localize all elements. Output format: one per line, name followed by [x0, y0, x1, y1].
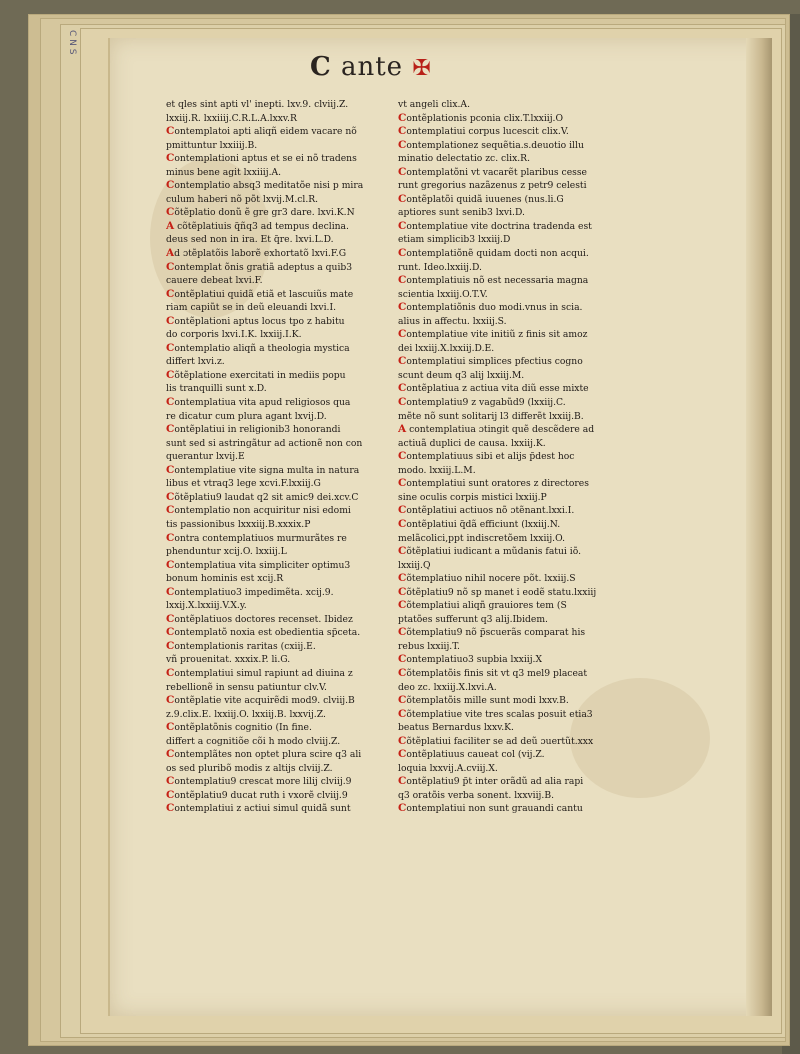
entry-text: ontemplatiui simplices pfectius cogno — [406, 356, 583, 368]
entry-text: ontemplatiu9 z vagabũd9 (lxxiij.C. — [406, 397, 566, 409]
entry-text: vñ prouenitat. xxxix.P. li.G. — [166, 654, 291, 666]
index-entry-line — [398, 504, 624, 518]
entry-text: lis tranquilli sunt x.D. — [166, 383, 267, 395]
entry-text: rebus lxxiij.T. — [398, 640, 460, 652]
entry-text: ontemplatiue vite signa multa in natura — [174, 464, 360, 476]
entry-text: ontemplatiuo3 impedimẽta. xcij.9. — [174, 586, 334, 598]
entry-text: beatus Bernardus lxxv.K. — [398, 722, 514, 734]
entry-text: differt lxvi.z. — [166, 356, 225, 368]
entry-text: mẽte nõ sunt solitarij l3 differẽt lxxiij.B. — [398, 410, 584, 422]
index-entry-line — [398, 640, 624, 654]
entry-text: ontemplatõ noxia est obedientia sp̃ceta. — [174, 627, 361, 639]
entry-text: ontemplatiui non sunt grauandi cantu — [406, 803, 583, 815]
index-entry-line — [166, 139, 392, 153]
index-entry-line — [398, 613, 624, 627]
rubricated-initial: C — [166, 423, 175, 436]
entry-text: ontẽplatiua z actiua vita diũ esse mixte — [406, 383, 589, 395]
entry-text: õtemplatiue vite tres scalas posuit etia3 — [406, 708, 593, 720]
index-entry-line — [398, 193, 624, 207]
entry-text: ptatões sufferunt q3 alij.Ibidem. — [398, 613, 548, 625]
entry-text: õtẽplatiui iudicant a mũdanis fatui iõ. — [406, 546, 582, 558]
index-entry-line — [398, 98, 624, 112]
index-entry-line — [398, 288, 624, 302]
rubricated-initial: C — [166, 788, 175, 801]
index-entry-line — [166, 708, 392, 722]
index-entry-line — [166, 640, 392, 654]
entry-text: minus bene agit lxxiiij.A. — [166, 166, 282, 178]
index-entry-line — [166, 301, 392, 315]
index-entry-line — [398, 315, 624, 329]
index-entry-line — [166, 721, 392, 735]
index-entry-line — [398, 518, 624, 532]
index-entry-line — [166, 559, 392, 573]
entry-text: tis passionibus lxxxiij.B.xxxix.P — [166, 518, 311, 530]
rubricated-initial: C — [166, 802, 175, 815]
rubricated-initial: C — [398, 734, 407, 747]
index-entry-line — [398, 775, 624, 789]
index-entry-line — [166, 735, 392, 749]
entry-text: contemplatiua ɔtingit quẽ descẽdere ad — [406, 424, 595, 436]
index-entry-line — [166, 789, 392, 803]
rubricated-initial: C — [166, 260, 175, 273]
index-entry-line — [166, 112, 392, 126]
index-entry-line — [166, 450, 392, 464]
index-entry-line — [398, 599, 624, 613]
rubricated-initial: C — [398, 301, 407, 314]
entry-text: ontemplationez sequẽtia.s.deuotio illu — [406, 139, 584, 151]
index-entry-line — [166, 504, 392, 518]
margin-handwritten-notes: C N S — [67, 30, 77, 55]
rubricated-initial: C — [166, 396, 175, 409]
entry-text: ontemplatiõnẽ quidam docti non acqui. — [406, 248, 589, 260]
page-gutter — [746, 38, 772, 1016]
index-entry-line — [166, 599, 392, 613]
index-entry-line — [398, 559, 624, 573]
entry-text: ontemplationis raritas (cxiij.E. — [174, 640, 316, 652]
entry-text: scientia lxxiij.O.T.V. — [398, 288, 488, 300]
index-entry-line — [398, 545, 624, 559]
entry-text: querantur lxvij.E — [166, 451, 245, 463]
entry-text: ontemplationi aptus et se ei nõ tradens — [174, 153, 357, 165]
entry-text: ontemplatiui z actiui simul quidã sunt — [174, 803, 351, 815]
entry-text: lxxij.X.lxxiij.V.X.y. — [166, 600, 247, 612]
index-entry-line — [398, 450, 624, 464]
index-entry-line — [398, 369, 624, 383]
rubricated-initial: C — [398, 775, 407, 788]
index-entry-line — [166, 613, 392, 627]
rubricated-initial: C — [166, 125, 175, 138]
entry-text: ontemplãtes non optet plura scire q3 ali — [174, 749, 362, 761]
index-entry-line — [398, 396, 624, 410]
rubricated-initial: A — [166, 247, 175, 260]
entry-text: deus sed non in ira. Et q̃re. lxvi.L.D. — [166, 234, 334, 246]
entry-text: cauere debeat lxvi.F. — [166, 275, 263, 287]
rubricated-initial: C — [166, 463, 175, 476]
entry-text: ontẽplatie vite acquirẽdi mod9. clviij.B — [174, 695, 355, 707]
index-entry-line — [166, 125, 392, 139]
entry-text: ontemplatõni vt vacarẽt plaribus cesse — [406, 166, 587, 178]
index-entry-line — [166, 477, 392, 491]
index-entry-line — [166, 261, 392, 275]
index-entry-line — [398, 653, 624, 667]
entry-text: ontẽplatõi quidã iuuenes (nus.li.G — [406, 193, 564, 205]
index-entry-line — [398, 206, 624, 220]
rubricated-initial: C — [398, 165, 407, 178]
rubricated-initial: A — [398, 423, 407, 436]
index-entry-line — [398, 410, 624, 424]
rubricated-initial: C — [398, 504, 407, 517]
index-entry-line — [166, 545, 392, 559]
entry-text: culum haberi nõ põt lxvij.M.cl.R. — [166, 193, 319, 205]
rubricated-initial: C — [166, 179, 175, 192]
rubricated-initial: C — [398, 666, 407, 679]
entry-text: õtẽplatiui faciliter se ad deũ ɔuertũt.xxx — [406, 735, 594, 747]
index-entry-line — [166, 681, 392, 695]
entry-text: ontẽplatõnis cognitio (In fine. — [174, 722, 312, 734]
rubricated-initial: C — [398, 626, 407, 639]
rubricated-initial: C — [166, 639, 175, 652]
entry-text: õtemplatõis mille sunt modi lxxv.B. — [406, 695, 569, 707]
rubricated-initial: C — [398, 274, 407, 287]
index-entry-line — [166, 802, 392, 816]
index-entry-line — [166, 423, 392, 437]
index-entry-line — [166, 342, 392, 356]
index-entry-line — [398, 247, 624, 261]
entry-text: d ɔtẽplatõis laborẽ exhortatõ lxvi.F.G — [174, 248, 347, 260]
entry-text: re dicatur cum plura agant lxvij.D. — [166, 410, 327, 422]
index-entry-line — [398, 532, 624, 546]
index-entry-line — [398, 342, 624, 356]
entry-text: ontemplatiuis nõ est necessaria magna — [406, 275, 589, 287]
rubricated-initial: C — [166, 490, 175, 503]
rubricated-initial: A — [166, 219, 175, 232]
entry-text: etiam simplicib3 lxxiij.D — [398, 234, 511, 246]
index-entry-line — [398, 667, 624, 681]
rubricated-initial: C — [166, 775, 175, 788]
entry-text: õtemplatõis finis sit vt q3 mel9 placeat — [406, 667, 588, 679]
index-entry-line — [166, 667, 392, 681]
rubricated-initial: C — [398, 572, 407, 585]
index-entry-line — [398, 423, 624, 437]
entry-text: ontẽplatiui actiuos nõ ɔtẽnant.lxxi.I. — [406, 505, 575, 517]
running-head — [310, 52, 432, 82]
rubricated-initial: C — [166, 314, 175, 327]
index-entry-line — [398, 355, 624, 369]
index-entry-line — [398, 139, 624, 153]
index-entry-line — [166, 315, 392, 329]
entry-text: ontemplatoi apti aliqñ eidem vacare nõ — [174, 126, 357, 138]
index-entry-line — [398, 572, 624, 586]
index-entry-line — [398, 694, 624, 708]
index-entry-line — [166, 762, 392, 776]
entry-text: rebellionẽ in sensu patiuntur clv.V. — [166, 681, 327, 693]
entry-text: ontemplatiui sunt oratores z directores — [406, 478, 589, 490]
entry-text: ontemplatio non acquiritur nisi edomi — [174, 505, 351, 517]
entry-text: ontẽplationis pconia clix.T.lxxiij.O — [406, 112, 563, 124]
index-entry-line — [398, 437, 624, 451]
entry-text: deo zc. lxxiij.X.lxvi.A. — [398, 681, 497, 693]
entry-text: ontemplatiõnis duo modi.vnus in scia. — [406, 302, 583, 314]
index-entry-line — [166, 532, 392, 546]
entry-text: melãcolici,ppt indiscretõem lxxiij.O. — [398, 532, 566, 544]
index-entry-line — [398, 112, 624, 126]
rubricated-initial: C — [398, 382, 407, 395]
index-entry-line — [166, 748, 392, 762]
entry-text: ontemplatio absq3 meditatõe nisi p mira — [174, 180, 364, 192]
index-entry-line — [398, 626, 624, 640]
entry-text: ontemplatiua vita apud religiosos qua — [174, 397, 351, 409]
index-entry-line — [166, 233, 392, 247]
index-entry-line — [166, 491, 392, 505]
index-entry-line — [166, 572, 392, 586]
index-entry-line — [166, 152, 392, 166]
rubricated-initial: C — [398, 328, 407, 341]
index-entry-line — [398, 708, 624, 722]
index-entry-line — [166, 518, 392, 532]
entry-text: õtẽplatiu9 laudat q2 sit amic9 dei.xcv.C — [174, 491, 359, 503]
index-entry-line — [166, 410, 392, 424]
index-entry-line — [166, 437, 392, 451]
running-head-word: ante — [340, 52, 404, 82]
rubricated-initial: C — [166, 585, 175, 598]
rubricated-initial: C — [166, 206, 175, 219]
index-entry-line — [166, 653, 392, 667]
entry-text: ontemplatiuo3 supbia lxxiij.X — [406, 654, 543, 666]
entry-text: bonum hominis est xcij.R — [166, 573, 284, 585]
entry-text: ontẽplatiuos doctores recenset. Ibidez — [174, 613, 353, 625]
rubricated-initial: C — [398, 545, 407, 558]
rubricated-initial: C — [398, 585, 407, 598]
entry-text: cõtẽplatiuis q̃ñq3 ad tempus declina. — [174, 220, 349, 232]
entry-text: ontẽplationi aptus locus tpo z habitu — [174, 315, 345, 327]
entry-text: alius in affectu. lxxiij.S. — [398, 315, 507, 327]
entry-text: actiuã duplici de causa. lxxiij.K. — [398, 437, 546, 449]
entry-text: õtemplatiui aliqñ grauiores tem (S — [406, 600, 567, 612]
entry-text: õtemplatiuo nihil nocere põt. lxxiij.S — [406, 573, 576, 585]
index-entry-line — [166, 274, 392, 288]
index-entry-line — [398, 721, 624, 735]
index-entry-line — [398, 274, 624, 288]
entry-text: õtẽplatione exercitati in mediis popu — [174, 369, 346, 381]
index-entry-line — [398, 179, 624, 193]
index-entry-line — [398, 464, 624, 478]
rubricated-initial: C — [166, 531, 175, 544]
entry-text: lxxiij.Q — [398, 559, 431, 571]
running-head-mark: ✠ — [412, 56, 432, 81]
rubricated-initial: C — [398, 802, 407, 815]
entry-text: ontemplatiui simul rapiunt ad diuina z — [174, 667, 353, 679]
index-entry-line — [398, 586, 624, 600]
entry-text: ontemplatiue vite doctrina tradenda est — [406, 220, 592, 232]
index-entry-line — [398, 166, 624, 180]
entry-text: sunt sed si astringãtur ad actionẽ non con — [166, 437, 363, 449]
rubricated-initial: C — [398, 396, 407, 409]
rubricated-initial: C — [398, 694, 407, 707]
entry-text: ontemplatio aliqñ a theologia mystica — [174, 342, 350, 354]
rubricated-initial: C — [398, 219, 407, 232]
entry-text: riam capiũt se in deũ eleuandi lxvi.I. — [166, 302, 337, 314]
entry-text: differt a cognitiõe cõi h modo clviij.Z. — [166, 735, 341, 747]
rubricated-initial: C — [166, 152, 175, 165]
index-entry-line — [398, 220, 624, 234]
index-entry-line — [166, 694, 392, 708]
entry-text: õtẽplatiu9 nõ sp manet i eodẽ statu.lxxiij — [406, 586, 597, 598]
entry-text: ontra contemplatiuos murmurãtes re — [174, 532, 347, 544]
entry-text: scunt deum q3 alij lxxiij.M. — [398, 369, 525, 381]
index-entry-line — [166, 586, 392, 600]
index-column-left — [166, 98, 392, 816]
index-entry-line — [166, 288, 392, 302]
rubricated-initial: C — [166, 287, 175, 300]
index-entry-line — [166, 775, 392, 789]
entry-text: ontemplatiu9 crescat more lilij clviij.9 — [174, 776, 352, 788]
rubricated-initial: C — [398, 192, 407, 205]
index-entry-line — [166, 626, 392, 640]
rubricated-initial: C — [398, 450, 407, 463]
rubricated-initial: C — [398, 599, 407, 612]
entry-text: ontẽplatiuus caueat col (vij.Z. — [406, 749, 545, 761]
entry-text: vt angeli clix.A. — [398, 99, 470, 110]
index-entry-line — [166, 247, 392, 261]
rubricated-initial: C — [166, 558, 175, 571]
rubricated-initial: C — [398, 517, 407, 530]
entry-text: phenduntur xcij.O. lxxiij.L — [166, 546, 287, 558]
rubricated-initial: C — [166, 748, 175, 761]
index-entry-line — [166, 179, 392, 193]
index-entry-line — [398, 301, 624, 315]
rubricated-initial: C — [166, 368, 175, 381]
entry-text: runt. Ideo.lxxiij.D. — [398, 261, 482, 273]
entry-text: loquia lxxvij.A.cviij.X. — [398, 762, 498, 774]
index-entry-line — [166, 206, 392, 220]
index-entry-line — [398, 735, 624, 749]
index-entry-line — [398, 152, 624, 166]
entry-text: pmittuntur lxxiiij.B. — [166, 139, 258, 151]
index-entry-line — [166, 328, 392, 342]
entry-text: õtẽplatio donũ ẽ gre gr3 dare. lxvi.K.N — [174, 207, 355, 219]
entry-text: ontẽplatiui q̃dã efficiunt (lxxiij.N. — [406, 518, 561, 530]
rubricated-initial: C — [398, 247, 407, 260]
rubricated-initial: C — [398, 111, 407, 124]
rubricated-initial: C — [398, 653, 407, 666]
index-entry-line — [166, 382, 392, 396]
entry-text: do corporis lxvi.I.K. lxxiij.I.K. — [166, 329, 302, 341]
index-entry-line — [398, 477, 624, 491]
index-entry-line — [398, 382, 624, 396]
index-entry-line — [398, 328, 624, 342]
index-entry-line — [398, 762, 624, 776]
rubricated-initial: C — [166, 504, 175, 517]
rubricated-initial: C — [398, 138, 407, 151]
rubricated-initial: C — [166, 666, 175, 679]
index-entry-line — [166, 193, 392, 207]
rubricated-initial: C — [166, 694, 175, 707]
entry-text: ontẽplatiu9 p̃t inter orãdũ ad alia rapi — [406, 776, 584, 788]
entry-text: runt gregorius nazãzenus z petr9 celesti — [398, 180, 587, 192]
entry-text: q3 oratõis verba sonent. lxxviij.B. — [398, 789, 555, 801]
entry-text: z.9.clix.E. lxxiij.O. lxxiij.B. lxxvij.Z. — [166, 708, 326, 720]
entry-text: ontemplatiua vita simpliciter optimu3 — [174, 559, 351, 571]
entry-text: ontemplatiue vite initiũ z finis sit amoz — [406, 329, 588, 341]
entry-text: os sed pluribõ modis z altijs clviij.Z. — [166, 762, 333, 774]
index-entry-line — [398, 491, 624, 505]
entry-text: libus et vtraq3 lege xcvi.F.lxxiij.G — [166, 478, 321, 490]
entry-text: et qles sint apti vl' inepti. lxv.9. clviij.Z. — [166, 99, 349, 110]
rubricated-initial: C — [398, 707, 407, 720]
index-entry-line — [398, 261, 624, 275]
rubricated-initial: C — [398, 477, 407, 490]
rubricated-initial: C — [398, 355, 407, 368]
index-entry-line — [166, 464, 392, 478]
rubricated-initial: C — [166, 721, 175, 734]
entry-text: dei lxxiij.X.lxxiij.D.E. — [398, 342, 495, 354]
entry-text: ontemplat õnis gratiã adeptus a quib3 — [174, 261, 353, 273]
index-entry-line — [398, 681, 624, 695]
rubricated-initial: C — [166, 626, 175, 639]
entry-text: õtemplatiu9 nõ p̃scuerãs comparat his — [406, 627, 586, 639]
index-entry-line — [398, 789, 624, 803]
index-entry-line — [166, 369, 392, 383]
entry-text: aptiores sunt senib3 lxvi.D. — [398, 207, 525, 219]
rubricated-initial: C — [398, 125, 407, 138]
entry-text: ontẽplatiui in religionib3 honorandi — [174, 424, 341, 436]
entry-text: ontemplatiui corpus lucescit clix.V. — [406, 126, 569, 138]
entry-text: ontemplatiuus sibi et alijs p̃dest hoc — [406, 451, 575, 463]
entry-text: minatio delectatio zc. clix.R. — [398, 153, 531, 165]
entry-text: ontẽplatiu9 ducat ruth i vxorẽ clviij.9 — [174, 789, 348, 801]
entry-text: ontẽplatiui quidã etiã et lascuiũs mate — [174, 288, 354, 300]
index-entry-line — [166, 355, 392, 369]
index-entry-line — [398, 125, 624, 139]
entry-text: sine oculis corpis mistici lxxiij.P — [398, 491, 547, 503]
index-entry-line — [166, 166, 392, 180]
rubricated-initial: C — [166, 341, 175, 354]
index-entry-line — [398, 233, 624, 247]
entry-text: modo. lxxiij.L.M. — [398, 464, 476, 476]
rubricated-initial: C — [166, 612, 175, 625]
running-head-initial: C — [310, 52, 332, 82]
index-entry-line — [166, 98, 392, 112]
index-entry-line — [398, 802, 624, 816]
index-entry-line — [166, 220, 392, 234]
entry-text: lxxiij.R. lxxiiij.C.R.L.A.lxxv.R — [166, 112, 297, 124]
rubricated-initial: C — [398, 748, 407, 761]
index-entry-line — [398, 748, 624, 762]
index-entry-line — [166, 396, 392, 410]
index-column-right — [398, 98, 624, 816]
